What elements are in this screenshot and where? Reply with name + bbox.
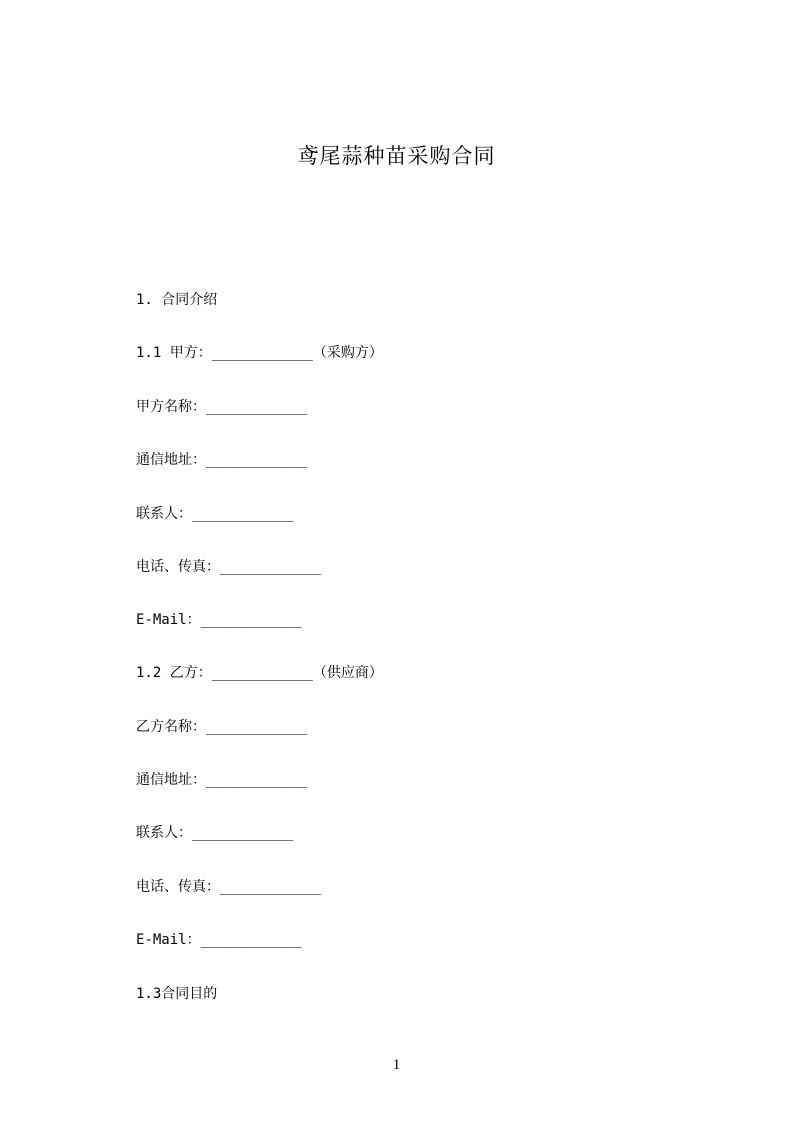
party-b-contact: 联系人：____________ (136, 825, 294, 841)
page-number: 1 (392, 1057, 401, 1073)
section-heading-contract-intro: 1. 合同介绍 (136, 292, 218, 308)
document-title: 鸢尾蒜种苗采购合同 (297, 144, 496, 168)
party-b-email: E-Mail：____________ (136, 932, 302, 948)
party-a-heading: 1.1 甲方：____________（采购方） (136, 345, 383, 361)
party-a-contact: 联系人：____________ (136, 506, 294, 522)
party-a-name: 甲方名称：____________ (136, 399, 308, 415)
party-a-address: 通信地址：____________ (136, 452, 308, 468)
section-heading-contract-purpose: 1.3合同目的 (136, 986, 218, 1002)
party-a-email: E-Mail：____________ (136, 612, 302, 628)
party-b-heading: 1.2 乙方：____________（供应商） (136, 665, 383, 681)
party-a-phone-fax: 电话、传真：____________ (136, 559, 322, 575)
party-b-phone-fax: 电话、传真：____________ (136, 879, 322, 895)
party-b-address: 通信地址：____________ (136, 772, 308, 788)
party-b-name: 乙方名称：____________ (136, 719, 308, 735)
